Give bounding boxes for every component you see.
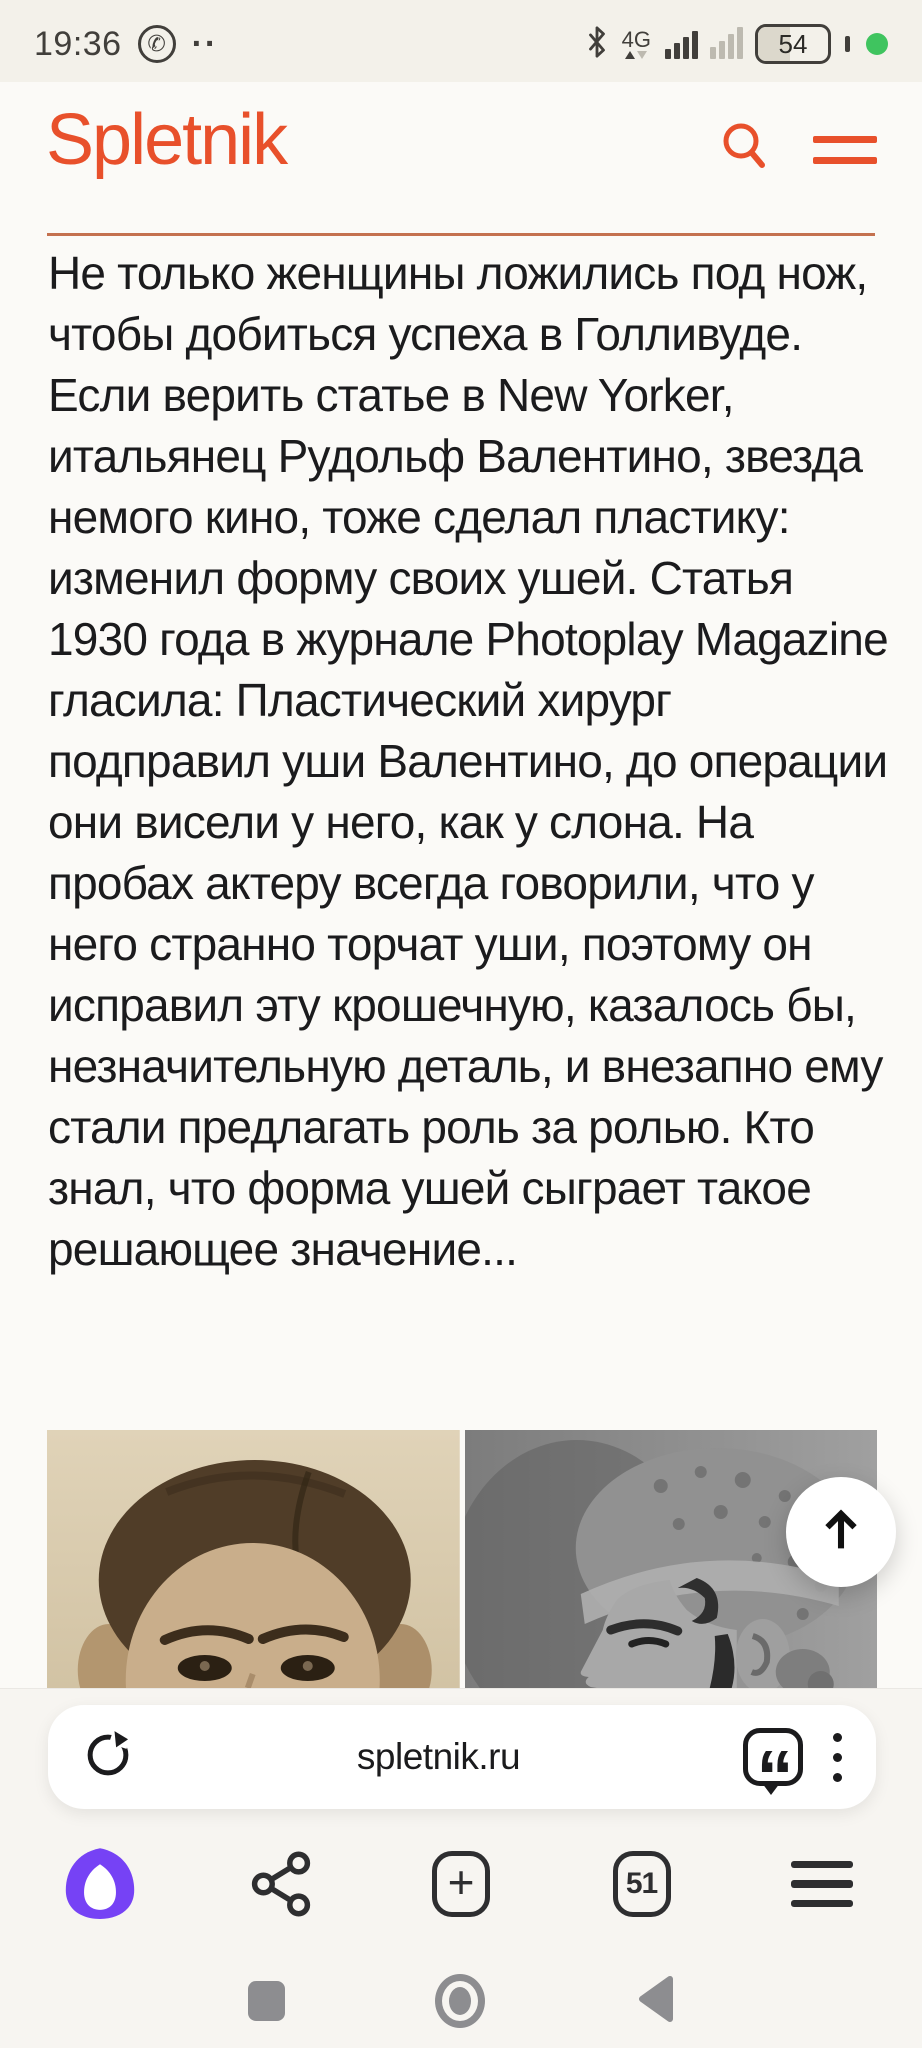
- scroll-to-top-button[interactable]: [786, 1477, 896, 1587]
- android-navigation-bar: [0, 1971, 922, 2031]
- search-icon[interactable]: [719, 120, 771, 179]
- bluetooth-icon: [584, 24, 610, 65]
- browser-toolbar: [0, 1839, 922, 1929]
- refresh-icon[interactable]: [82, 1729, 134, 1786]
- battery-nub: [845, 36, 850, 52]
- new-tab-button[interactable]: +: [417, 1851, 505, 1917]
- alice-assistant-button[interactable]: [56, 1846, 144, 1922]
- up-arrow-icon: [815, 1504, 867, 1561]
- back-button[interactable]: [635, 1974, 675, 2029]
- site-menu-icon[interactable]: [813, 136, 877, 164]
- more-notifications-dots: ··: [191, 24, 219, 63]
- photo-valentino-front[interactable]: [47, 1430, 460, 1688]
- recents-button[interactable]: [248, 1981, 285, 2021]
- share-icon[interactable]: [237, 1851, 325, 1917]
- quote-reader-icon[interactable]: “: [743, 1728, 803, 1786]
- address-bar[interactable]: [48, 1705, 876, 1818]
- site-header: [0, 82, 922, 235]
- network-type-indicator: 4G: [622, 30, 651, 59]
- article-photos: [47, 1430, 877, 1688]
- browser-bottom-panel: [0, 1688, 922, 2048]
- signal-bars-sim1-icon: [665, 29, 698, 59]
- article-top-divider: [47, 233, 875, 236]
- overflow-menu-icon[interactable]: [833, 1733, 842, 1782]
- home-button[interactable]: [435, 1974, 485, 2028]
- privacy-green-dot: [866, 33, 888, 55]
- clock: 19:36: [34, 24, 122, 63]
- browser-menu-icon[interactable]: [778, 1861, 866, 1908]
- status-bar: [0, 0, 922, 82]
- signal-bars-sim2-icon: [710, 29, 743, 59]
- url-text[interactable]: spletnik.ru: [356, 1736, 521, 1777]
- tabs-button[interactable]: 51: [598, 1851, 686, 1917]
- battery-icon: 54: [755, 24, 831, 64]
- whatsapp-notification-icon: ✆: [138, 25, 176, 63]
- site-logo[interactable]: Spletnik: [46, 100, 287, 180]
- article-paragraph: Не только женщины ложились под нож, чтобы добиться успеха в Голливуде. Если верить статье в New Yorker, итальянец Рудольф Валентино, звезда немого кино, тоже сделал пластику: изменил форму своих ушей. Статья 1930 года в журнале Photoplay Magazine гласила: Пластический хирург подправил уши Валентино, до операции они висели у него, как у слона. На пробах актеру всегда говорили, что у него странно торчат уши, поэтому он исправил эту крошечную, казалось бы, незначительную деталь, и внезапно ему стали предлагать роль за ролью. Кто знал, что форма ушей сыграет такое решающее значение...: [48, 247, 888, 1275]
